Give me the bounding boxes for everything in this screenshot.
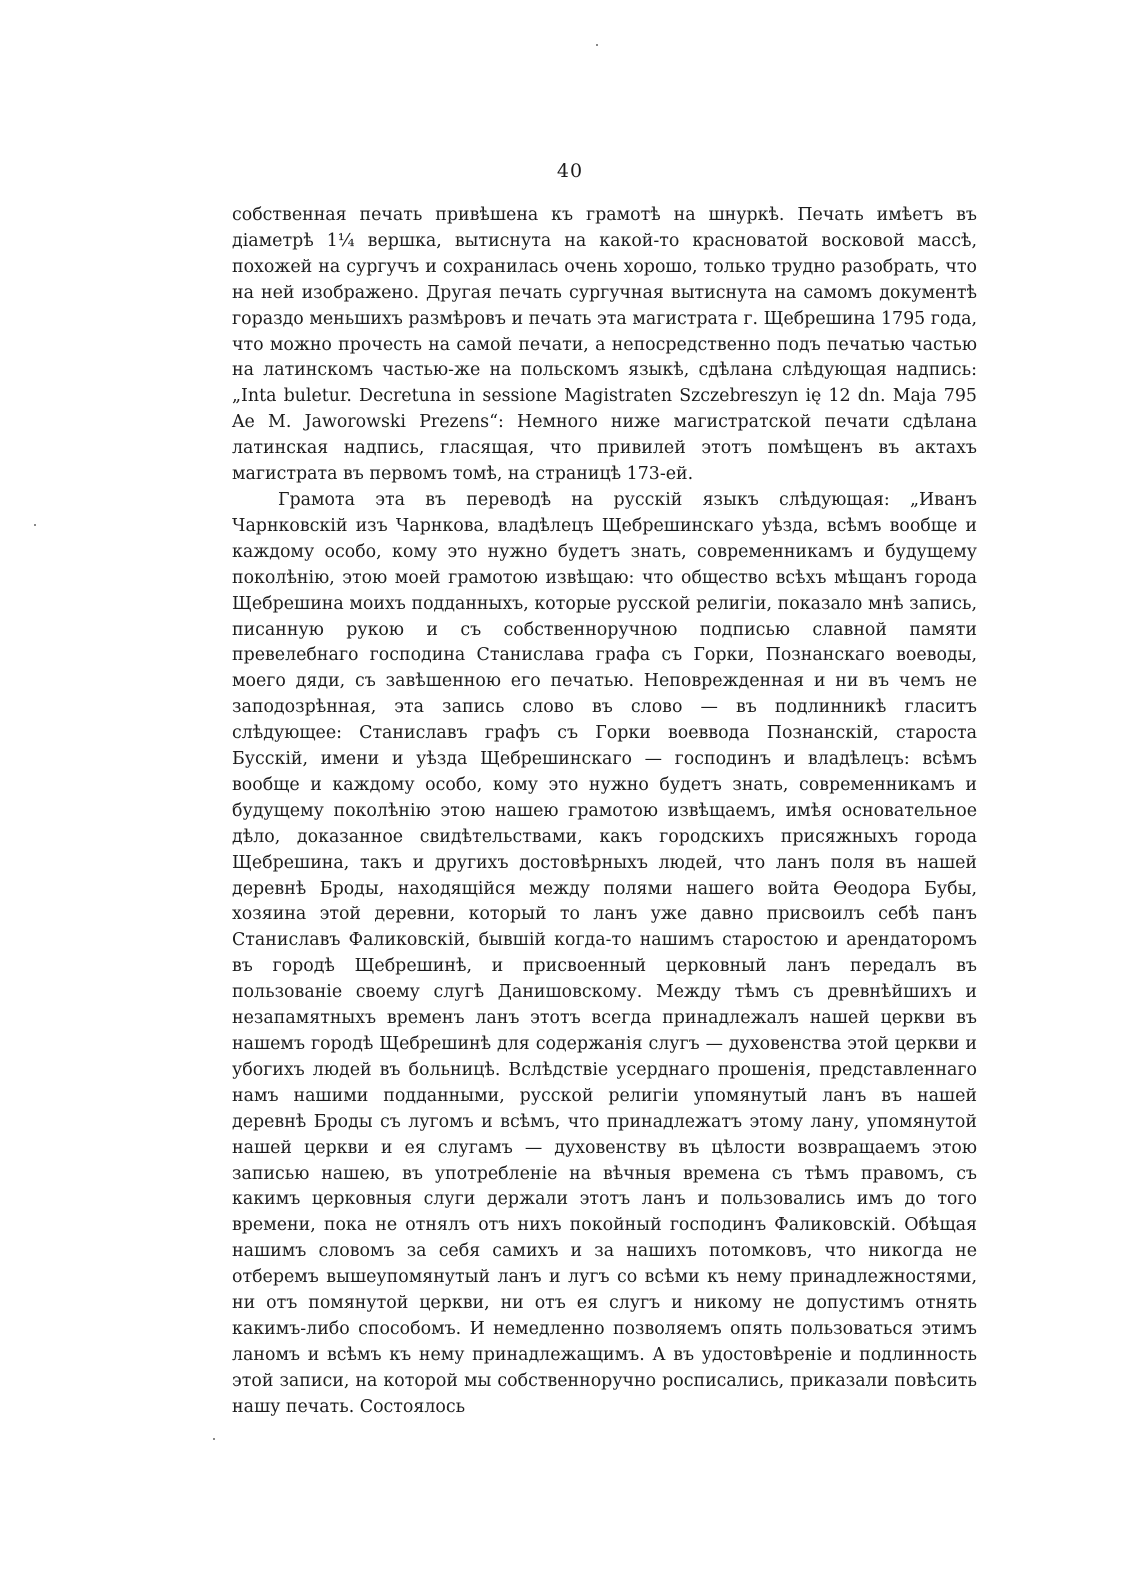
body-text — [232, 203, 977, 1421]
scan-speck-top — [596, 44, 598, 46]
scan-speck-left — [34, 524, 36, 526]
scan-speck-bottom — [213, 1438, 215, 1440]
paragraph-1: собственная печать привѣшена къ грамотѣ на шнуркѣ. Печать имѣетъ въ діаметрѣ 1¼ вершка, вытиснута на какой-то красноватой восковой массѣ, похожей на сургучъ и сохранилась очень хорошо, только трудно разобрать, что на ней изображено. Другая печать сургучная вытиснута на самомъ документѣ гораздо меньшихъ размѣровъ и печать эта магистрата г. Щебрешина 1795 года, что можно прочесть на самой печати, а непосредственно подъ печатью частью на латинскомъ частью-же на польскомъ языкѣ, сдѣлана слѣдующая надпись: „Inta buletur. Decretuna in sessione Magistraten Szczebreszyn ię 12 dn. Maja 795 Ae M. Jaworowski Prezens“: Немного ниже магистратской печати сдѣлана латинская надпись, гласящая, что привилей этотъ помѣщенъ въ актахъ магистрата въ первомъ томѣ, на страницѣ 173-ей. — [232, 205, 977, 485]
paragraph-2: Грамота эта въ переводѣ на русскій языкъ слѣдующая: „Иванъ Чарнковскій изъ Чарнкова, владѣлецъ Щебрешинскаго уѣзда, всѣмъ вообще и каждому особо, кому это нужно будетъ знать, современникамъ и будущему поколѣнію, этою моей грамотою извѣщаю: что общество всѣхъ мѣщанъ города Щебрешина моихъ подданныхъ, которые русской религіи, показало мнѣ запись, писанную рукою и съ собственноручною подписью славной памяти превелебнаго господина Станислава графа съ Горки, Познанскаго воеводы, моего дяди, съ завѣшенною его печатью. Неповрежденная и ни въ чемъ не заподозрѣнная, эта запись слово въ слово — въ подлинникѣ гласитъ слѣдующее: Станиславъ графъ съ Горки воеввода Познанскій, староста Бусскій, имени и уѣзда Щебрешинскаго — господинъ и владѣлецъ: всѣмъ вообще и каждому особо, кому это нужно будетъ знать, современникамъ и будущему поколѣнію этою нашею грамотою извѣщаемъ, имѣя основательное дѣло, доказанное свидѣтельствами, какъ городскихъ присяжныхъ города Щебрешина, такъ и другихъ достовѣрныхъ людей, что ланъ поля въ нашей деревнѣ Броды, находящійся между полями нашего войта Ѳеодора Бубы, хозяина этой деревни, который то ланъ уже давно присвоилъ себѣ панъ Станиславъ Фаликовскій, бывшій когда-то нашимъ старостою и арендаторомъ въ городѣ Щебрешинѣ, и присвоенный церковный ланъ передалъ въ пользованіе своему слугѣ Данишовскому. Между тѣмъ съ древнѣйшихъ и незапамятныхъ временъ ланъ этотъ всегда принадлежалъ нашей церкви въ нашемъ городѣ Щебрешинѣ для содержанія слугъ — духовенства этой церкви и убогихъ людей въ больницѣ. Вслѣдствіе усерднаго прошенія, представленнаго намъ нашими подданными, русской религіи упомянутый ланъ въ нашей деревнѣ Броды съ лугомъ и всѣмъ, что принадлежатъ этому лану, упомянутой нашей церкви и ея слугамъ — духовенству въ цѣлости возвращаемъ этою записью нашею, въ употребленіе на вѣчныя времена съ тѣмъ правомъ, съ какимъ церковныя слуги держали этотъ ланъ и пользовались имъ до того времени, пока не отнялъ отъ нихъ покойный господинъ Фаликовскій. Обѣщая нашимъ словомъ за себя самихъ и за нашихъ потомковъ, что никогда не отберемъ вышеупомянутый ланъ и лугъ со всѣми къ нему принадлежностями, ни отъ помянутой церкви, ни отъ ея слугъ и никому не допустимъ отнять какимъ-либо способомъ. И немедленно позволяемъ опять пользоваться этимъ ланомъ и всѣмъ къ нему принадлежащимъ. А въ удостовѣреніе и подлинность этой записи, на которой мы собственноручно росписались, приказали повѣсить нашу печать. Состоялось — [232, 489, 977, 1417]
page-number: 40 — [556, 160, 584, 182]
